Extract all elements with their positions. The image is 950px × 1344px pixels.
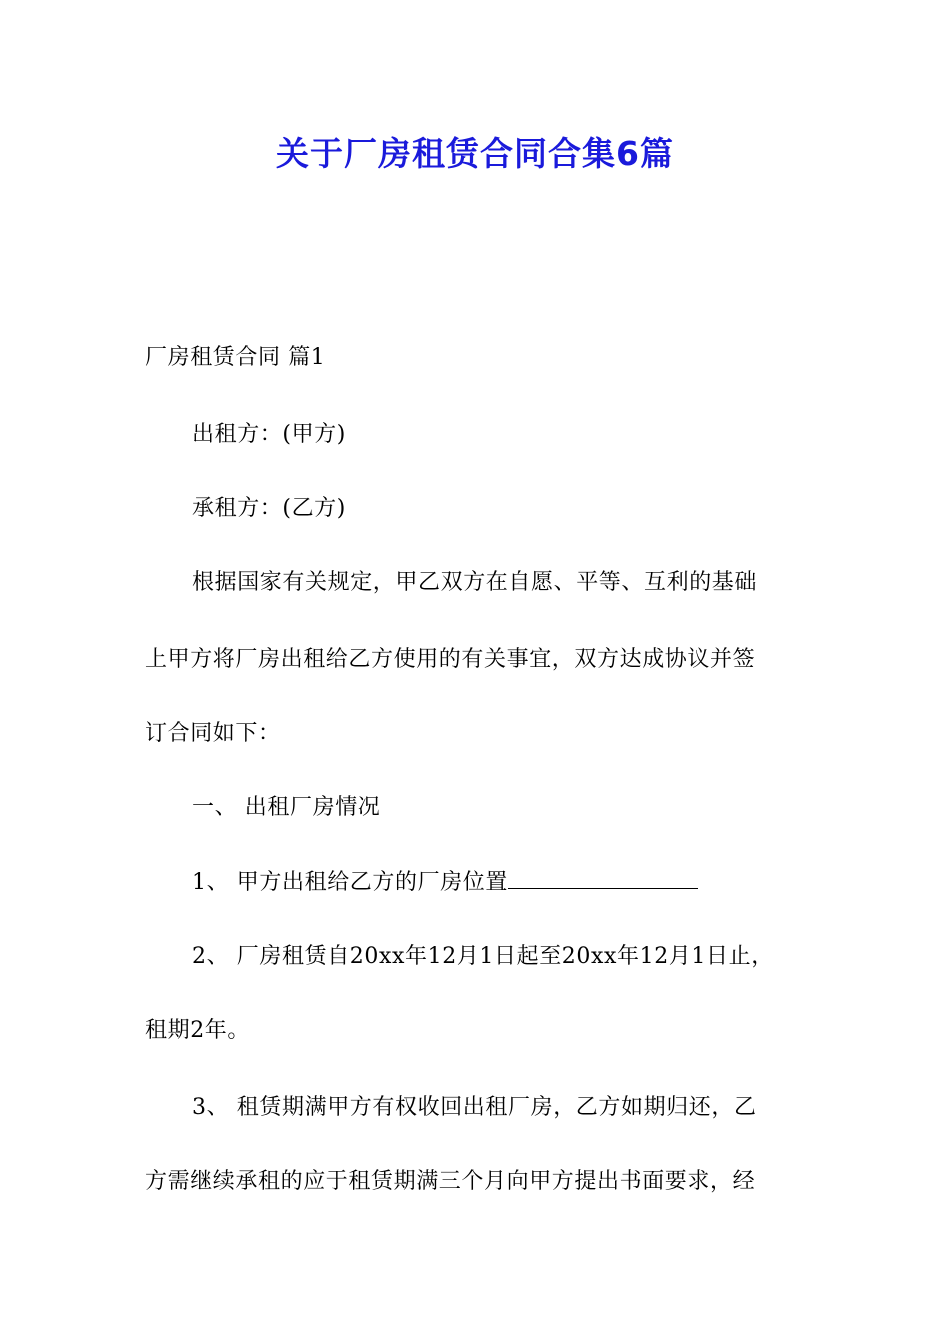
clause-item-text: 1、 甲方出租给乙方的厂房位置 xyxy=(192,870,508,895)
document-title: 关于厂房租赁合同合集6篇 xyxy=(276,134,674,173)
paragraph-line: 订合同如下： xyxy=(145,721,281,746)
paragraph-line: 方需继续承租的应于租赁期满三个月向甲方提出书面要求，经 xyxy=(145,1169,756,1194)
lessor-line: 出租方：(甲方) xyxy=(192,422,346,447)
fill-in-blank xyxy=(508,868,698,889)
clause-item: 2、 厂房租赁自20xx年12月1日起至20xx年12月1日止， xyxy=(192,944,774,969)
section-heading: 厂房租赁合同 篇1 xyxy=(145,345,326,370)
clause-item xyxy=(145,868,872,898)
paragraph-line: 上甲方将厂房出租给乙方使用的有关事宜，双方达成协议并签 xyxy=(145,647,756,672)
lessee-line: 承租方：(乙方) xyxy=(192,496,346,521)
paragraph-line: 租期2年。 xyxy=(145,1018,250,1043)
clause-item: 3、 租赁期满甲方有权收回出租厂房，乙方如期归还，乙 xyxy=(192,1095,757,1120)
clause-heading: 一、 出租厂房情况 xyxy=(192,795,381,820)
paragraph-line: 根据国家有关规定，甲乙双方在自愿、平等、互利的基础 xyxy=(192,570,758,595)
